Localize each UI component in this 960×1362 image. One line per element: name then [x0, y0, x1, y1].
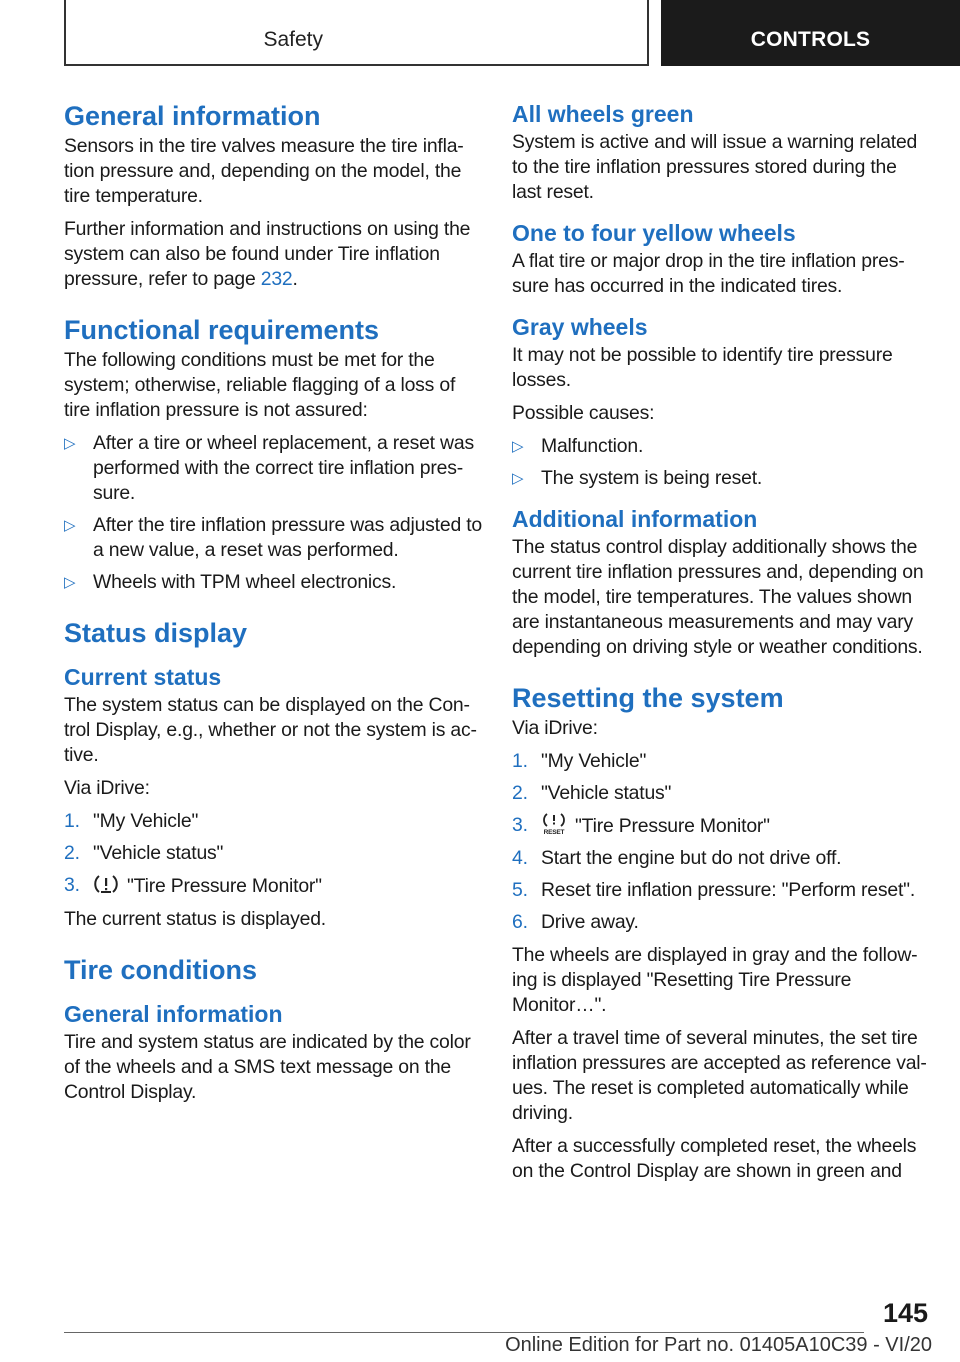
step-text: Start the engine but do not drive off. [541, 847, 842, 869]
list-item [64, 809, 482, 834]
list-item-text: The system is being reset. [541, 467, 763, 489]
list-item [512, 910, 930, 935]
page-number: 145 [882, 1298, 928, 1328]
list-item-text: Malfunction. [541, 435, 644, 457]
further-info-period: . [292, 268, 298, 290]
list-item [64, 873, 482, 899]
step-number: 2. [64, 842, 80, 864]
footer-edition: Online Edition for Part no. 01405A10C39 - VI/20 [505, 1334, 932, 1356]
list-item [64, 570, 482, 595]
paragraph-sensors: Sensors in the tire valves measure the tire inflation pressure and, depending on the model, the tire temperature. [64, 135, 464, 207]
list-item [512, 781, 930, 806]
heading-additional-information: Additional information [512, 506, 758, 532]
list-item [512, 813, 930, 839]
right-column [512, 100, 930, 1192]
heading-all-wheels-green: All wheels green [512, 101, 694, 127]
triangle-bullet-icon: ▷ [64, 574, 76, 591]
paragraph-travel-time: After a travel time of several minutes, the set tire inflation pressures are accepted as reference values. The reset is completed automatically while driving. [512, 1027, 927, 1124]
page-link-232[interactable]: 232 [260, 268, 293, 290]
list-item [512, 749, 930, 774]
step-text: Drive away. [541, 911, 639, 933]
step-text: "My Vehicle" [541, 750, 647, 772]
paragraph-via-idrive: Via iDrive: [64, 777, 150, 799]
paragraph-possible-causes: Possible causes: [512, 402, 655, 424]
heading-general-information: General information [64, 101, 321, 131]
step-number: 4. [512, 847, 528, 869]
paragraph-gray: It may not be possible to identify tire pressure losses. [512, 344, 893, 391]
step-text: "Tire Pressure Monitor" [127, 875, 322, 897]
step-number: 3. [512, 814, 528, 836]
paragraph-success: After a successfully completed reset, the wheels on the Control Display are shown in green and [512, 1135, 917, 1182]
step-text: "Vehicle status" [541, 782, 672, 804]
further-info-text: Further information and instructions on using the system can also be found under Tire inflation pressure, refer to page [64, 218, 471, 290]
paragraph-further-info [64, 217, 482, 292]
paragraph-tire-status: Tire and system status are indicated by the color of the wheels and a SMS text message on the Control Display. [64, 1031, 471, 1103]
heading-tire-conditions: Tire conditions [64, 955, 258, 985]
paragraph-additional: The status control display additionally shows the current tire inflation pressures and, depending on the model, tire temperatures. The values shown are instantaneous measurements and may vary depending on driving style or weather conditions. [512, 536, 924, 658]
heading-general-information-2: General information [64, 1001, 283, 1027]
step-number: 1. [64, 810, 80, 832]
step-number: 5. [512, 879, 528, 901]
step-text: "Vehicle status" [93, 842, 224, 864]
list-item [512, 878, 930, 903]
header-chapter-tab: CONTROLS [661, 0, 960, 66]
heading-functional-requirements: Functional requirements [64, 315, 380, 345]
step-number: 2. [512, 782, 528, 804]
step-number: 3. [64, 874, 80, 896]
triangle-bullet-icon: ▷ [512, 438, 524, 455]
list-item-text: After a tire or wheel replacement, a reset was performed with the correct tire inflation pressure. [93, 432, 474, 504]
list-item [64, 841, 482, 866]
paragraph-all-green: System is active and will issue a warning related to the tire inflation pressures stored during the last reset. [512, 131, 918, 203]
reset-icon-label: RESET [543, 829, 565, 835]
paragraph-yellow: A flat tire or major drop in the tire inflation pressure has occurred in the indicated tires. [512, 250, 905, 297]
paragraph-status: The system status can be displayed on the Control Display, e.g., whether or not the system is active. [64, 694, 477, 766]
step-number: 1. [512, 750, 528, 772]
list-item [512, 846, 930, 871]
header-section: Safety [263, 28, 323, 51]
list-item [64, 431, 482, 506]
tire-pressure-reset-icon [541, 813, 567, 835]
status-steps-list [64, 809, 482, 899]
paragraph-via-idrive-2: Via iDrive: [512, 717, 598, 739]
list-item [512, 466, 930, 491]
heading-gray-wheels: Gray wheels [512, 314, 648, 340]
heading-yellow-wheels: One to four yellow wheels [512, 220, 796, 246]
list-item [512, 434, 930, 459]
paragraph-current-displayed: The current status is displayed. [64, 908, 326, 930]
step-text: Reset tire inflation pressure: "Perform reset". [541, 879, 916, 901]
list-item-text: After the tire inflation pressure was adjusted to a new value, a reset was performed. [93, 514, 482, 561]
tire-pressure-monitor-icon [93, 873, 119, 895]
heading-current-status: Current status [64, 664, 222, 690]
step-number: 6. [512, 911, 528, 933]
requirements-list [64, 431, 482, 595]
reset-steps-list [512, 749, 930, 935]
step-text: "Tire Pressure Monitor" [575, 815, 770, 837]
causes-list [512, 434, 930, 491]
list-item [64, 513, 482, 563]
footer-divider [64, 1332, 864, 1333]
left-column [64, 100, 482, 1113]
heading-status-display: Status display [64, 618, 248, 648]
list-item-text: Wheels with TPM wheel electronics. [93, 571, 397, 593]
header-box [64, 0, 649, 66]
paragraph-wheels-gray: The wheels are displayed in gray and the following is displayed "Resetting Tire Pressure Monitor…". [512, 944, 918, 1016]
heading-resetting-system: Resetting the system [512, 683, 784, 713]
triangle-bullet-icon: ▷ [64, 435, 76, 452]
step-text: "My Vehicle" [93, 810, 199, 832]
paragraph-conditions: The following conditions must be met for the system; otherwise, reliable flagging of a loss of tire inflation pressure is not assured: [64, 349, 456, 421]
triangle-bullet-icon: ▷ [512, 470, 524, 487]
triangle-bullet-icon: ▷ [64, 517, 76, 534]
